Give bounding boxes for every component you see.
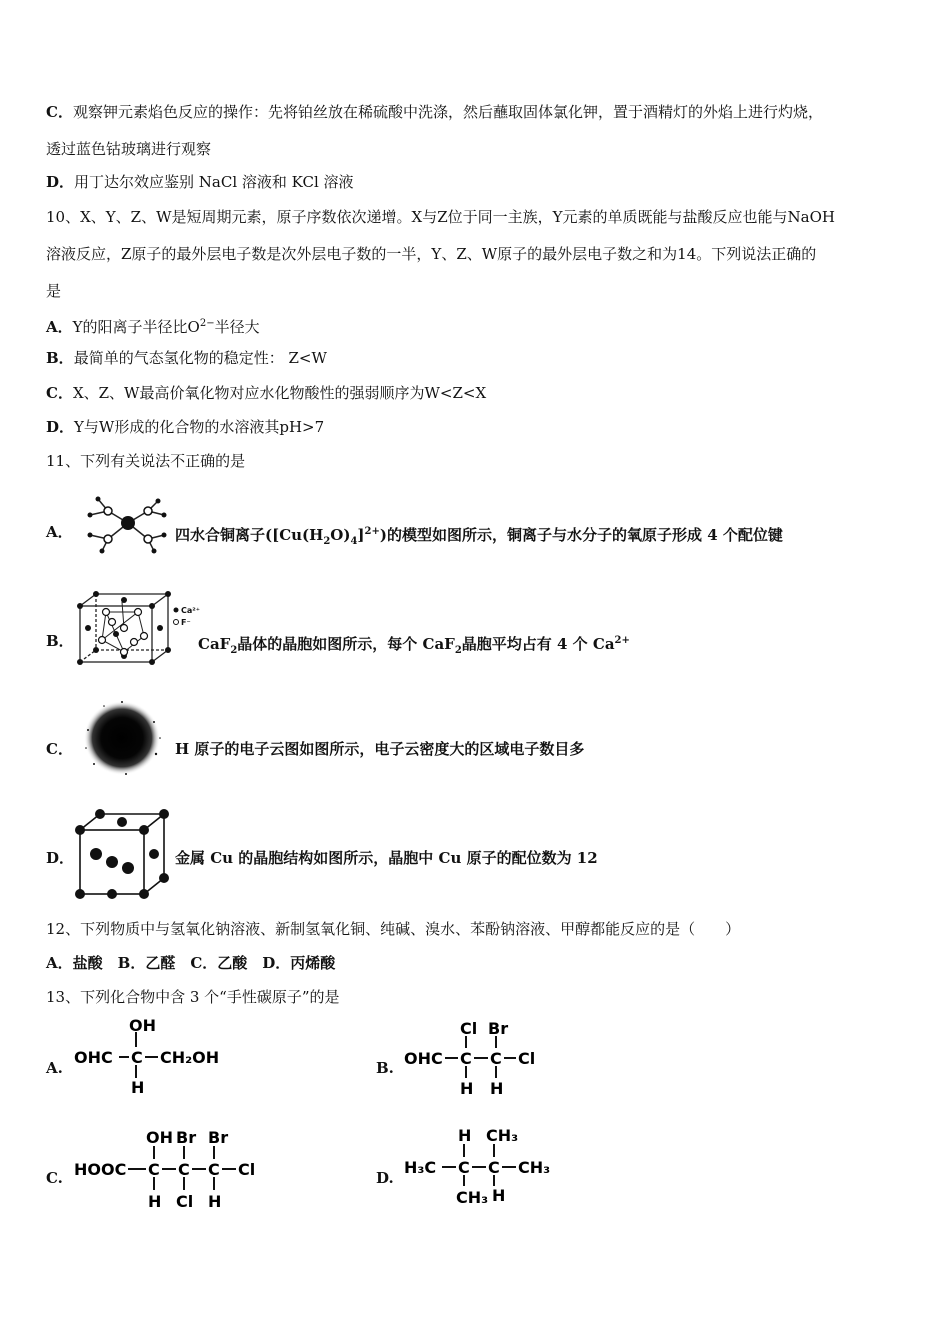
carbon-2: C <box>488 1158 500 1177</box>
group-top1: H <box>458 1126 472 1145</box>
subscript: 2 <box>454 645 462 656</box>
q11-option-a-text <box>175 522 783 552</box>
legend-ca-label: Ca²⁺ <box>181 606 200 615</box>
q13-option-c-label: C. <box>46 1169 63 1187</box>
q10-option-b <box>46 348 327 368</box>
group-bot1: H <box>460 1079 474 1098</box>
group-left: OHC <box>404 1049 443 1068</box>
q11-option-b-text <box>198 631 630 661</box>
group-bot2: H <box>490 1079 504 1098</box>
q13-option-a-label: A. <box>46 1059 63 1077</box>
q11-option-a-label: A． <box>46 523 73 541</box>
group-top2: Br <box>176 1128 197 1147</box>
option-label: C． <box>46 103 73 121</box>
carbon-1: C <box>458 1158 470 1177</box>
q13-structure-c <box>72 1124 302 1214</box>
option-label: B． <box>46 349 74 367</box>
legend-f-label: F⁻ <box>181 618 191 627</box>
q10-stem-line1: 10、X、Y、Z、W是短周期元素，原子序数依次递增。X与Z位于同一主族，Y元素的单质既能与盐酸反应也能与NaOH <box>46 208 835 226</box>
chiral-carbon: C <box>131 1048 143 1067</box>
group-top1: Cl <box>460 1019 478 1038</box>
q13-option-b-label: B. <box>376 1059 394 1077</box>
group-left: OHC <box>74 1048 113 1067</box>
subscript: 4 <box>350 536 358 547</box>
q13-option-d-label: D. <box>376 1169 394 1187</box>
q9-option-c <box>46 102 823 122</box>
option-text: Y与W形成的化合物的水溶液其pH>7 <box>74 418 325 436</box>
text: CaF <box>198 635 231 653</box>
text: 晶胞平均占有 4 个 Ca <box>461 635 615 653</box>
group-right: CH₂OH <box>160 1048 220 1067</box>
subscript: 2 <box>230 645 238 656</box>
option-label: C． <box>46 384 73 402</box>
text: 晶体的晶胞如图所示，每个 CaF <box>237 635 455 653</box>
group-bot1: H <box>148 1192 162 1211</box>
q10-option-a <box>46 314 260 337</box>
group-top2: Br <box>488 1019 509 1038</box>
q10-option-c <box>46 383 486 403</box>
option-text: Y的阳离子半径比O <box>72 318 200 336</box>
q9-option-c-continued: 透过蓝色钴玻璃进行观察 <box>46 140 212 158</box>
option-label: A． <box>46 318 73 336</box>
q11-option-d-label: D． <box>46 849 75 867</box>
group-left: H₃C <box>404 1158 437 1177</box>
q11-stem: 11、下列有关说法不正确的是 <box>46 452 246 470</box>
group-bottom: H <box>131 1078 145 1097</box>
text: )的模型如图所示，铜离子与水分子的氧原子形成 4 个配位键 <box>379 526 783 544</box>
superscript: 2+ <box>614 635 630 646</box>
q11-option-d-text: 金属 Cu 的晶胞结构如图所示，晶胞中 Cu 原子的配位数为 12 <box>175 849 598 867</box>
option-label: D． <box>46 173 75 191</box>
group-left: HOOC <box>74 1160 127 1179</box>
option-text: 观察钾元素焰色反应的操作：先将铂丝放在稀硫酸中洗涤，然后蘸取固体氯化钾，置于酒精灯的外焰上进行灼烧， <box>72 103 823 121</box>
copper-fcc-unit-cell-image <box>74 808 174 898</box>
q13-structure-d <box>402 1124 582 1214</box>
group-top2: CH₃ <box>486 1126 519 1145</box>
group-top: OH <box>129 1016 156 1035</box>
q10-option-d <box>46 417 324 437</box>
option-text: 用丁达尔效应鉴别 NaCl 溶液和 KCl 溶液 <box>74 173 354 191</box>
group-top1: OH <box>146 1128 173 1147</box>
q13-structure-a <box>72 1014 272 1098</box>
caf2-unit-cell-image <box>76 590 200 666</box>
text: 四水合铜离子([Cu(H <box>175 526 324 544</box>
q13-structure-b <box>402 1014 582 1098</box>
group-bot3: H <box>208 1192 222 1211</box>
copper-aqua-complex-model-image <box>82 495 172 557</box>
chiral-carbon-3: C <box>208 1160 220 1179</box>
group-bot1: CH₃ <box>456 1188 489 1207</box>
q12-options: A．盐酸 B．乙醛 C．乙酸 D．丙烯酸 <box>46 954 336 972</box>
q11-option-c-label: C． <box>46 740 73 758</box>
option-text: X、Z、W最高价氧化物对应水化物酸性的强弱顺序为W<Z<X <box>72 384 487 402</box>
group-right: Cl <box>238 1160 256 1179</box>
group-bot2: H <box>492 1186 506 1205</box>
electron-cloud-image <box>82 700 162 776</box>
chiral-carbon-1: C <box>148 1160 160 1179</box>
q10-stem-line3: 是 <box>46 282 62 300</box>
superscript: 2− <box>199 318 215 329</box>
text: ] <box>357 526 365 544</box>
q11-option-b-label: B． <box>46 632 74 650</box>
subscript: 2 <box>323 536 331 547</box>
option-text: 半径大 <box>214 318 260 336</box>
q12-stem: 12、下列物质中与氢氧化钠溶液、新制氢氧化铜、纯碱、溴水、苯酚钠溶液、甲醇都能反应的是（ ） <box>46 920 741 938</box>
q10-stem-line2: 溶液反应，Z原子的最外层电子数是次外层电子数的一半，Y、Z、W原子的最外层电子数之和为14。下列说法正确的 <box>46 245 817 263</box>
option-text: 最简单的气态氢化物的稳定性： Z<W <box>73 349 327 367</box>
group-right: Cl <box>518 1049 536 1068</box>
q11-option-c-text: H 原子的电子云图如图所示，电子云密度大的区域电子数目多 <box>175 740 585 758</box>
text: O) <box>330 526 351 544</box>
group-bot2: Cl <box>176 1192 194 1211</box>
superscript: 2+ <box>364 526 380 537</box>
chiral-carbon: C <box>460 1049 472 1068</box>
q13-stem: 13、下列化合物中含 3 个“手性碳原子”的是 <box>46 988 340 1006</box>
q9-option-d <box>46 172 354 192</box>
chiral-carbon-2: C <box>178 1160 190 1179</box>
carbon: C <box>490 1049 502 1068</box>
group-right: CH₃ <box>518 1158 551 1177</box>
option-label: D． <box>46 418 75 436</box>
group-top3: Br <box>208 1128 229 1147</box>
